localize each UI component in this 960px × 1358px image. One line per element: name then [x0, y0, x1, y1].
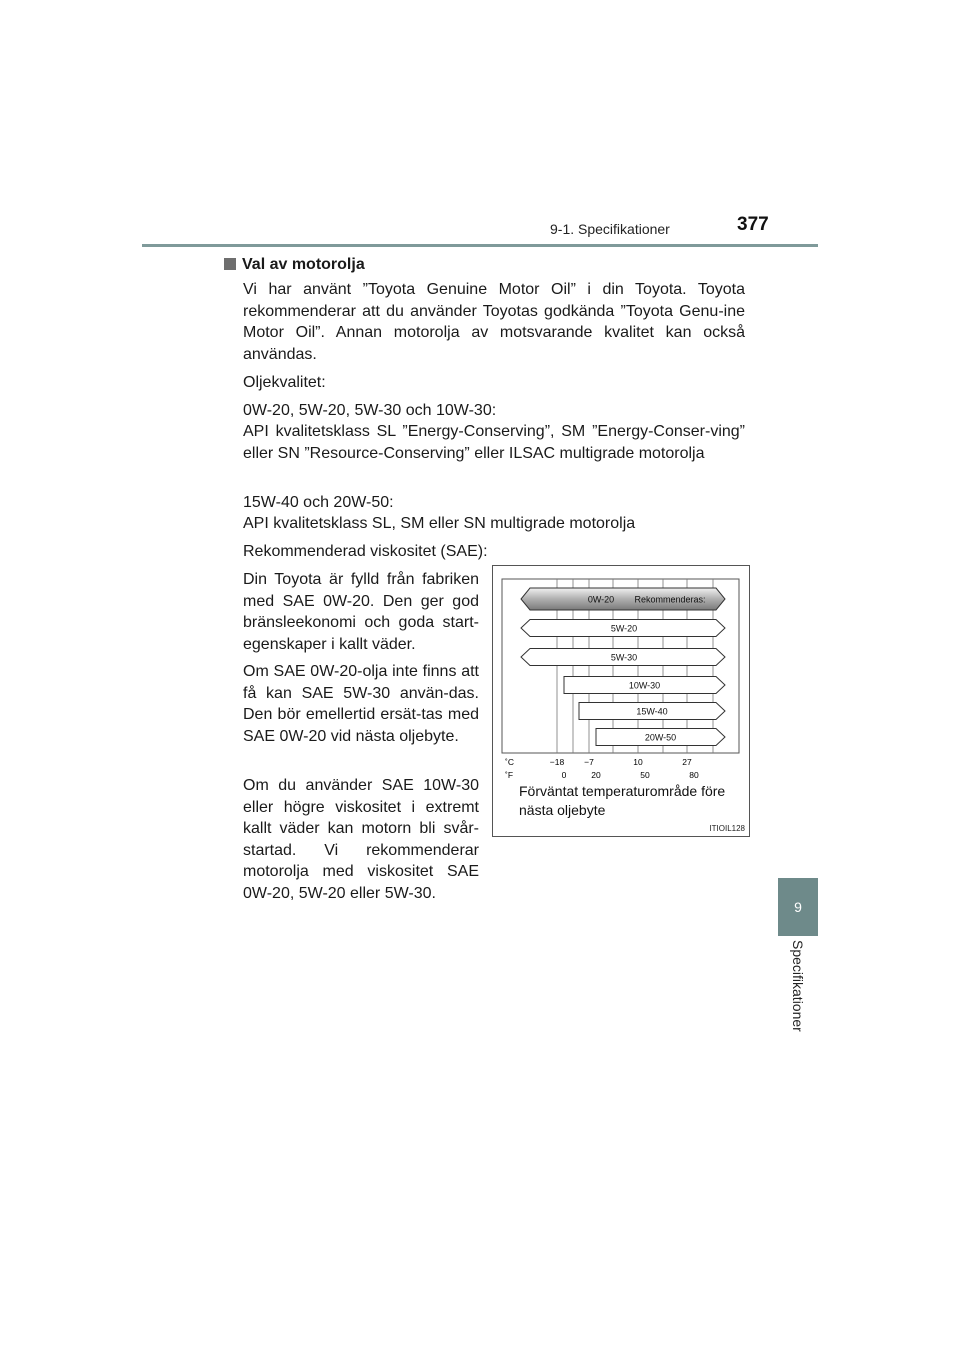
heading-text: Val av motorolja	[242, 256, 365, 273]
viscosity-chart	[492, 565, 750, 837]
quality-grades-b: 15W-40 och 20W-50:	[243, 494, 394, 511]
substitute-oil-paragraph: Om SAE 0W-20-olja inte finns att få kan SAE 5W-30 använ-das. Den bör emellertid ersät-tas med SAE 0W-20 vid nästa oljebyte.	[243, 663, 479, 745]
header-divider	[142, 244, 818, 247]
section-heading	[224, 256, 365, 274]
chapter-label: Specifikationer	[790, 940, 806, 1032]
tick-label-f: 20	[591, 770, 601, 780]
band-label: 5W-30	[610, 652, 638, 663]
oil-quality-label: Oljekvalitet:	[243, 374, 326, 391]
quality-spec-b: API kvalitetsklass SL, SM eller SN multigrade motorolja	[243, 515, 636, 532]
section-title: 9-1. Specifikationer	[550, 221, 670, 237]
square-bullet-icon	[224, 258, 236, 270]
unit-fahrenheit: ˚F	[505, 770, 514, 780]
intro-paragraph: Vi har använt ”Toyota Genuine Motor Oil” i din Toyota. Toyota rekommenderar att du använder Toyotas godkända ”Toyota Genu-ine Motor Oil”. Annan motorolja av motsvarande kvalitet kan också användas.	[243, 281, 745, 363]
chart-xlabel: Förväntat temperaturområde före nästa oljebyte	[519, 783, 726, 818]
band-label: 5W-20	[610, 623, 638, 634]
tick-label-f: 50	[640, 770, 650, 780]
figure-code: ITIOIL128	[709, 824, 745, 833]
band-label: 10W-30	[628, 680, 661, 691]
page-number: 377	[737, 214, 769, 235]
tick-label-c: 10	[633, 757, 643, 767]
tick-label-c: −18	[549, 757, 565, 767]
recommended-label: Rekommenderas:	[634, 594, 706, 605]
band-label: 0W-20	[587, 594, 615, 605]
factory-fill-paragraph: Din Toyota är fylld från fabriken med SAE 0W-20. Den ger god bränsleekonomi och goda start-egenskaper i kallt väder.	[243, 571, 479, 653]
quality-spec-a: API kvalitetsklass SL ”Energy-Conserving”, SM ”Energy-Conser-ving” eller SN ”Resource-Conserving” eller ILSAC multigrade motorolja	[243, 423, 745, 462]
tick-label-c: 27	[682, 757, 692, 767]
tick-label-f: 0	[561, 770, 567, 780]
chapter-number: 9	[794, 899, 802, 915]
band-label: 15W-40	[636, 706, 668, 717]
cold-weather-paragraph: Om du använder SAE 10W-30 eller högre viskositet i extremt kallt väder kan motorn bli svår-startad. Vi rekommenderar motorolja med viskositet SAE 0W-20, 5W-20 eller 5W-30.	[243, 777, 479, 902]
unit-celsius: ˚C	[505, 757, 514, 767]
quality-grades-a: 0W-20, 5W-20, 5W-30 och 10W-30:	[243, 402, 497, 419]
tick-label-c: −7	[584, 757, 594, 767]
viscosity-label: Rekommenderad viskositet (SAE):	[243, 543, 488, 560]
band-label: 20W-50	[644, 732, 677, 743]
tick-label-f: 80	[689, 770, 699, 780]
chapter-tab	[778, 878, 818, 936]
